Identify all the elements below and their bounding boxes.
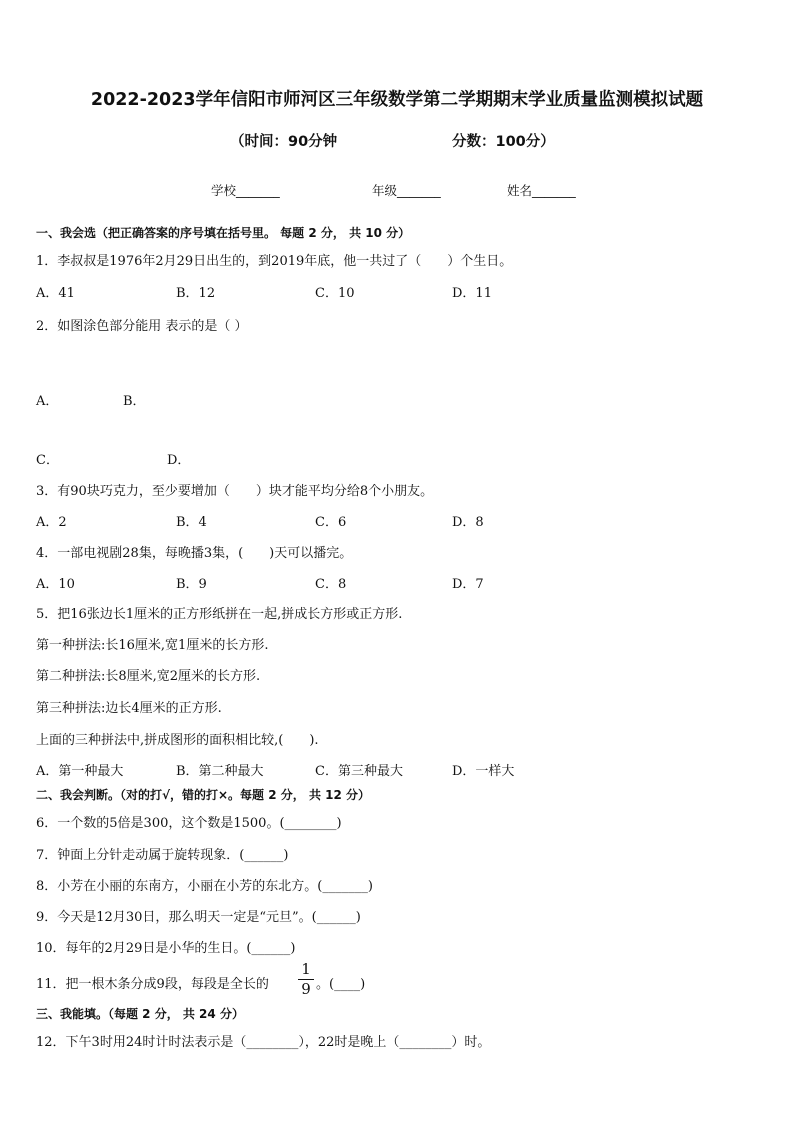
question-2: 2．如图涂色部分能用 表示的是（ ） (36, 319, 248, 334)
q4-option-c: C．8 (315, 577, 347, 592)
question-8: 8．小芳在小丽的东南方，小丽在小芳的东北方。(_______) (36, 879, 373, 894)
q3-option-b: B．4 (176, 515, 207, 530)
question-4: 4．一部电视剧28集，每晚播3集，( )天可以播完。 (36, 546, 353, 561)
exam-time: （时间：90分钟 (230, 134, 338, 150)
section-1-heading: 一、我会选（把正确答案的序号填在括号里。 每题 2 分， 共 10 分） (36, 226, 411, 240)
section-3-heading: 三、我能填。（每题 2 分， 共 24 分） (36, 1007, 244, 1021)
q5-option-b: B．第二种最大 (176, 764, 264, 779)
q3-option-d: D．8 (452, 515, 484, 530)
q4-option-d: D．7 (452, 577, 484, 592)
q2-option-c: C． (36, 453, 59, 468)
q3-option-c: C．6 (315, 515, 347, 530)
fraction-numerator: 1 (301, 960, 311, 978)
question-7: 7．钟面上分针走动属于旋转现象．(______) (36, 848, 289, 863)
q5-option-a: A．第一种最大 (36, 764, 124, 779)
name-field: 姓名_______ (507, 183, 576, 198)
question-1: 1．李叔叔是1976年2月29日出生的，到2019年底，他一共过了（ ）个生日。 (36, 254, 513, 269)
q3-option-a: A．2 (36, 515, 67, 530)
section-2-heading: 二、我会判断。（对的打√，错的打×。每题 2 分， 共 12 分） (36, 788, 370, 802)
school-field: 学校_______ (211, 183, 280, 198)
fraction-denominator: 9 (301, 980, 311, 998)
q5-line-3: 第三种拼法:边长4厘米的正方形. (36, 701, 222, 716)
q4-option-a: A．10 (36, 577, 75, 592)
q5-line-2: 第二种拼法:长8厘米,宽2厘米的长方形. (36, 669, 261, 684)
question-6: 6．一个数的5倍是300，这个数是1500。(________) (36, 816, 342, 831)
q1-option-d: D．11 (452, 286, 492, 301)
question-11-answer: 。(____) (316, 977, 366, 992)
question-12: 12．下午3时用24时计时法表示是（________），22时是晚上（________）时。 (36, 1035, 491, 1050)
exam-score: 分数：100分） (452, 134, 555, 150)
question-9: 9．今天是12月30日，那么明天一定是“元旦”。(______) (36, 910, 361, 925)
question-11: 11．把一根木条分成9段，每段是全长的 (36, 977, 269, 992)
q5-option-d: D．一样大 (452, 764, 515, 779)
question-5: 5．把16张边长1厘米的正方形纸拼在一起,拼成长方形或正方形. (36, 607, 403, 622)
grade-field: 年级_______ (372, 183, 441, 198)
q5-line-4: 上面的三种拼法中,拼成图形的面积相比较,( ). (36, 733, 319, 748)
q5-option-c: C．第三种最大 (315, 764, 403, 779)
exam-title: 2022-2023学年信阳市师河区三年级数学第二学期期末学业质量监测模拟试题 (90, 90, 704, 110)
q2-option-a: A． (36, 394, 59, 409)
question-10: 10．每年的2月29日是小华的生日。(______) (36, 941, 296, 956)
q1-option-b: B．12 (176, 286, 216, 301)
q5-line-1: 第一种拼法:长16厘米,宽1厘米的长方形. (36, 638, 269, 653)
fraction-one-ninth (297, 962, 315, 997)
q2-option-d: D． (167, 453, 191, 468)
q4-option-b: B．9 (176, 577, 207, 592)
q2-option-b: B． (123, 394, 146, 409)
q1-option-a: A．41 (36, 286, 75, 301)
q1-option-c: C．10 (315, 286, 355, 301)
question-3: 3．有90块巧克力，至少要增加（ ）块才能平均分给8个小朋友。 (36, 484, 434, 499)
